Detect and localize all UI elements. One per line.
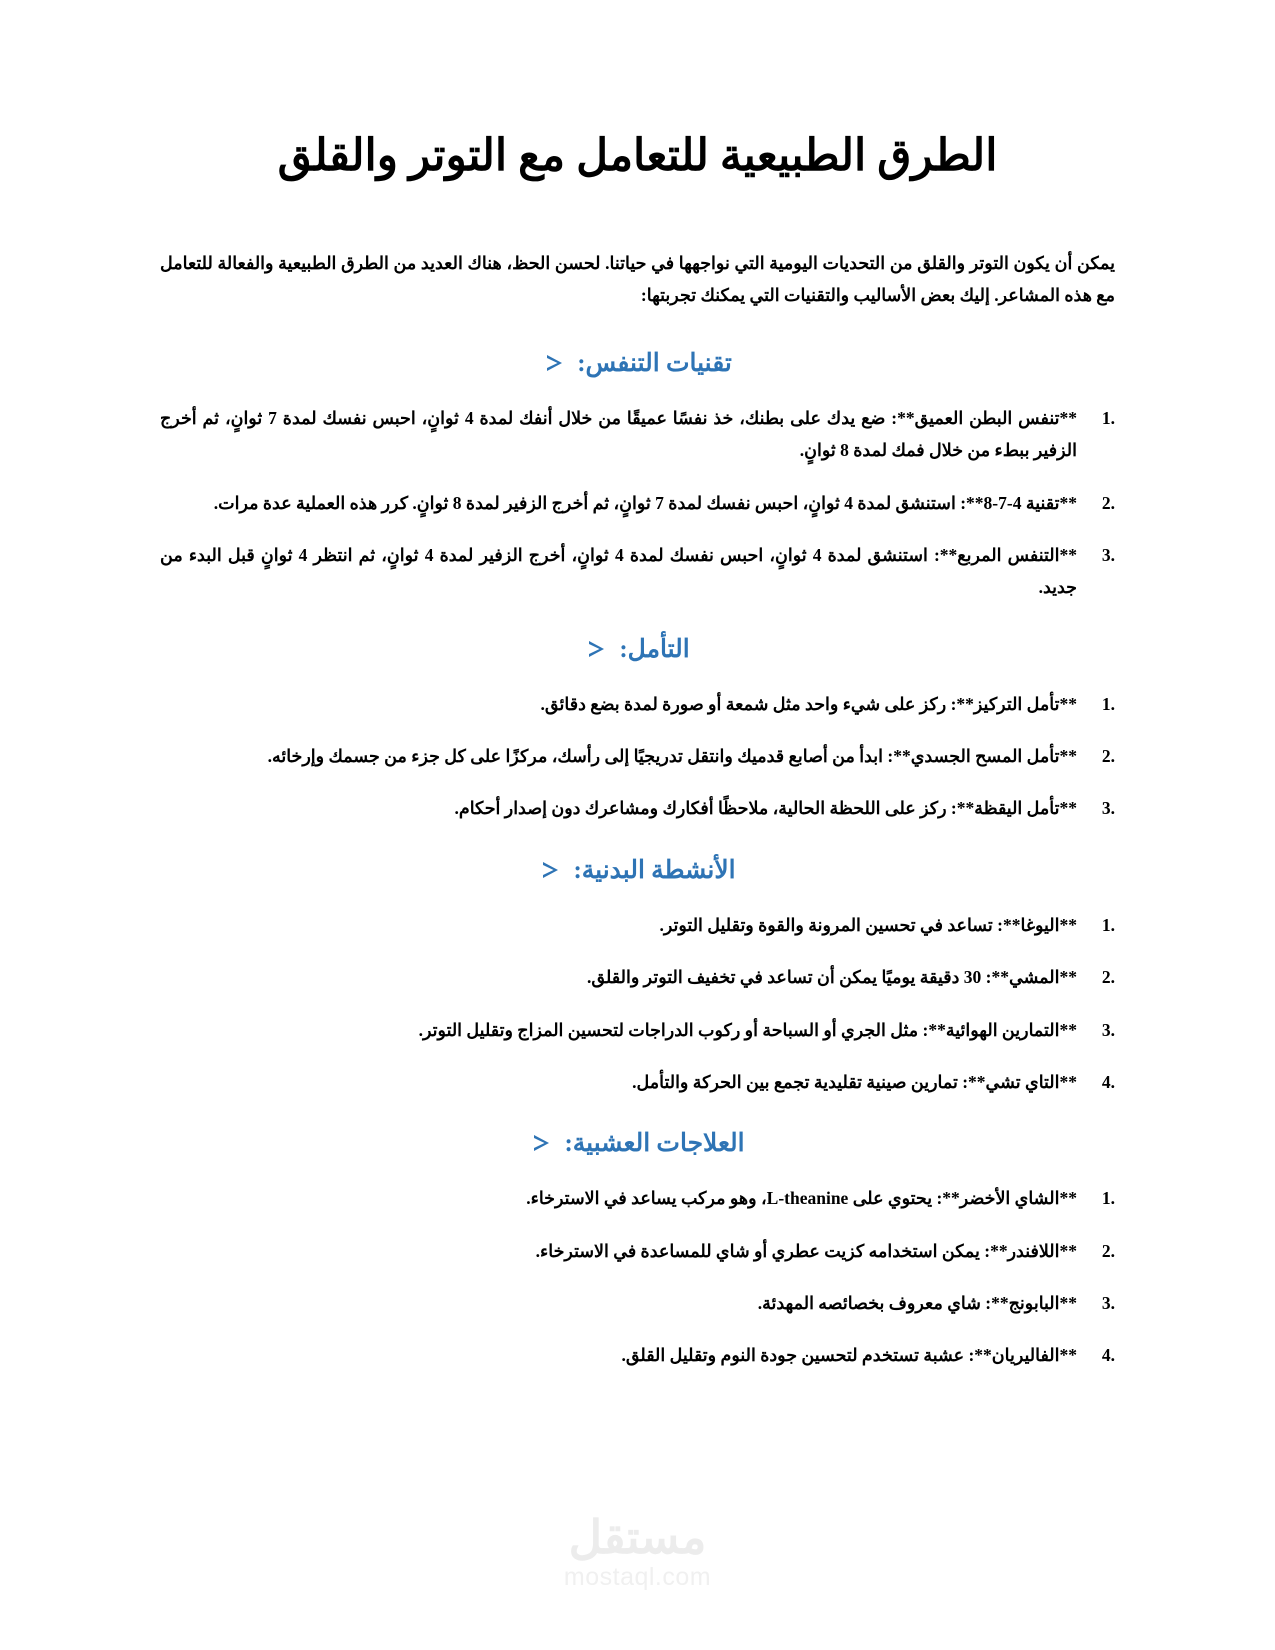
list-item: **التمارين الهوائية**: مثل الجري أو السباحة أو ركوب الدراجات لتحسين المزاج وتقليل التوتر. [418, 1019, 1077, 1040]
section-heading-label: تقنيات التنفس: [577, 349, 732, 377]
section-herbal-remedies [160, 1128, 1115, 1372]
section-physical-activities [160, 855, 1115, 1099]
list-item: **اللافندر**: يمكن استخدامه كزيت عطري أو شاي للمساعدة في الاسترخاء. [535, 1240, 1077, 1261]
page-title: الطرق الطبيعية للتعامل مع التوتر والقلق [277, 131, 998, 180]
list-item: **الفاليريان**: عشبة تستخدم لتحسين جودة النوم وتقليل القلق. [621, 1345, 1077, 1366]
list-item: **التاي تشي**: تمارين صينية تقليدية تجمع بين الحركة والتأمل. [632, 1071, 1077, 1092]
section-heading-label: الأنشطة البدنية: [573, 856, 736, 884]
list-item: **تأمل التركيز**: ركز على شيء واحد مثل شمعة أو صورة لمدة بضع دقائق. [540, 693, 1077, 714]
watermark [0, 1510, 1275, 1592]
mostaql-url: mostaql.com [563, 1563, 712, 1591]
list-item: **البابونج**: شاي معروف بخصائصه المهدئة. [757, 1293, 1077, 1313]
section-heading-meditation [160, 634, 1115, 664]
list-physical-activities [160, 909, 1115, 1099]
list-item: **تنفس البطن العميق**: ضع يدك على بطنك، خذ نفسًا عميقًا من خلال أنفك لمدة 4 ثوانٍ، احبس نفسك لمدة 7 ثوانٍ، ثم أخرج الزفير ببطء من خلال فمك لمدة 8 ثوانٍ. [160, 407, 1077, 461]
section-meditation [160, 634, 1115, 825]
section-breathing [160, 348, 1115, 604]
intro-paragraph: يمكن أن يكون التوتر والقلق من التحديات اليومية التي نواجهها في حياتنا. لحسن الحظ، هناك العديد من الطرق الطبيعية والفعالة للتعامل مع هذه المشاعر. إليك بعض الأساليب والتقنيات التي يمكنك تجربتها: [160, 253, 1115, 306]
section-heading-breathing [160, 348, 1115, 378]
list-item: **اليوغا**: تساعد في تحسين المرونة والقوة وتقليل التوتر. [659, 914, 1077, 935]
list-breathing [160, 402, 1115, 604]
triangle-right-icon [530, 1132, 552, 1154]
triangle-right-icon [543, 352, 565, 374]
section-heading-physical-activities [160, 855, 1115, 885]
list-herbal-remedies [160, 1182, 1115, 1372]
list-item: **الشاي الأخضر**: يحتوي على L-theanine، وهو مركب يساعد في الاسترخاء. [526, 1188, 1077, 1209]
section-heading-label: التأمل: [619, 635, 690, 663]
list-item: **تأمل المسح الجسدي**: ابدأ من أصابع قدميك وانتقل تدريجيًا إلى رأسك، مركزًا على كل جزء من جسمك وإرخائه. [267, 746, 1077, 766]
list-item: **تأمل اليقظة**: ركز على اللحظة الحالية، ملاحظًا أفكارك ومشاعرك دون إصدار أحكام. [454, 798, 1077, 819]
triangle-right-icon [539, 859, 561, 881]
list-item: **المشي**: 30 دقيقة يوميًا يمكن أن تساعد في تخفيف التوتر والقلق. [587, 967, 1077, 988]
section-heading-label: العلاجات العشبية: [564, 1130, 745, 1158]
triangle-right-icon [585, 638, 607, 660]
mostaql-logo: مستقل [568, 1510, 707, 1563]
list-meditation [160, 688, 1115, 825]
list-item: **تقنية 4-7-8**: استنشق لمدة 4 ثوانٍ، احبس نفسك لمدة 7 ثوانٍ، ثم أخرج الزفير لمدة 8 ثوانٍ. كرر هذه العملية عدة مرات. [213, 492, 1077, 513]
section-heading-herbal-remedies [160, 1128, 1115, 1158]
list-item: **التنفس المربع**: استنشق لمدة 4 ثوانٍ، احبس نفسك لمدة 4 ثوانٍ، أخرج الزفير لمدة 4 ثوانٍ، ثم انتظر 4 ثوانٍ قبل البدء من جديد. [160, 544, 1077, 598]
